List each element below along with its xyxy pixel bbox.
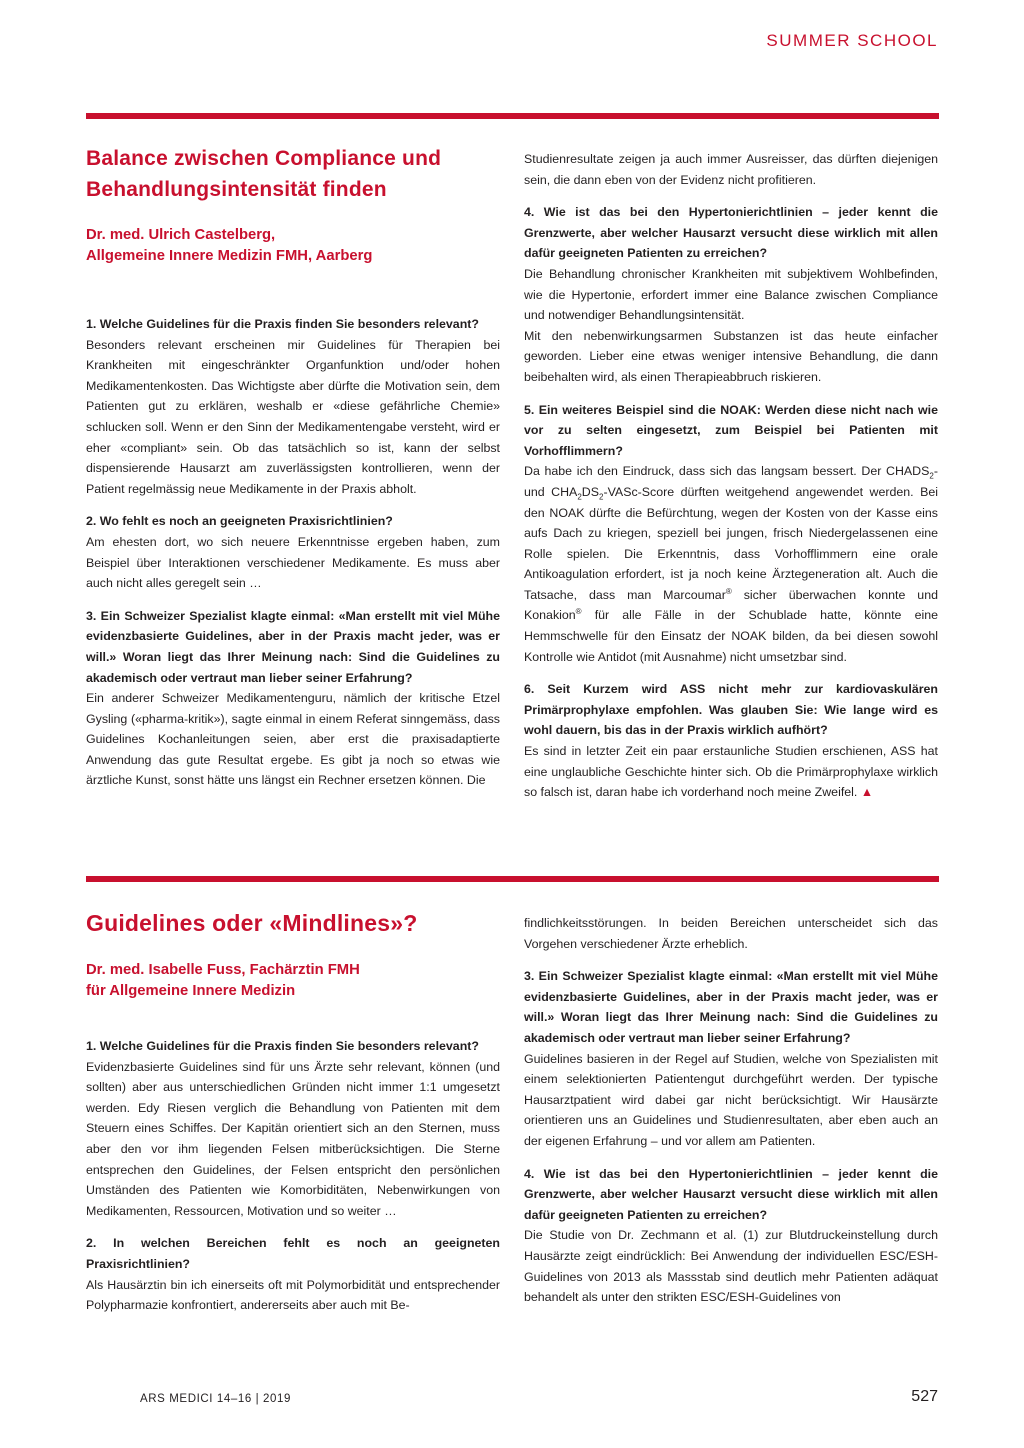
article-1-title-line-1: Balance zwischen Compliance und — [86, 147, 442, 170]
article-2-top-rule — [86, 876, 939, 882]
question-4: 4. Wie ist das bei den Hypertonierichtlinien – jeder kennt die Grenzwerte, aber welcher Hausarzt versucht diese wirklich mit allen dafür geeigneten Patienten zu erreichen? — [524, 205, 938, 261]
answer-5: Da habe ich den Eindruck, dass sich das langsam bessert. Der $CHADS_2-$ und $CHA_2DS_2-VASc$-Score dürften weitgehend angewendet werden. Bei den NOAK dürfte die Befürchtung, wegen der Kosten von der Kasse eins aufs Dach zu kriegen, speziell bei jungen, frisch Niedergelassenen eine Rolle spielen. Die Erkenntnis, dass Vorhofflimmern eine orale Antikoagulation erfordert, ist ja noch keine Ärztegeneration alt. Auch die Tatsache, dass man Marcoumar® sicher überwachen konnte und Konakion® für alle Fälle in der Schublade hatte, könnte eine Hemmschwelle für den Einsatz der NOAK bilden, da bei diesen sowohl Kontrolle wie Antidot (mit Ausnahme) nicht umsetzbar sind. — [524, 464, 939, 664]
answer-4-paragraph-2: Mit den nebenwirkungsarmen Substanzen ist das heute einfacher geworden. Lieber eine etwas weniger intensive Behandlung, die dann beibehalten wird, als einen Therapieabbruch riskieren. — [524, 328, 938, 384]
answer-6: Es sind in letzter Zeit ein paar erstaunliche Studien erschienen, ASS hat eine unglaubliche Geschichte hinter sich. Ob die Primärprophylaxe wirklich so falsch ist, daran habe ich vorderhand noch meine Zweifel. ▲ — [524, 744, 938, 800]
answer-2: Am ehesten dort, wo sich neuere Erkenntnisse ergeben haben, zum Beispiel über Interaktionen verschiedener Medikamente. Es muss aber auch nicht alles geregelt sein … — [86, 534, 500, 591]
question-1: 1. Welche Guidelines für die Praxis finden Sie besonders relevant? — [86, 317, 479, 331]
article-1-left-column — [86, 314, 500, 791]
article-1-author — [86, 225, 506, 267]
footer-journal: ARS MEDICI 14–16 | 2019 — [140, 1393, 292, 1405]
question-2: 2. In welchen Bereichen fehlt es noch an geeigneten Praxisrichtlinien? — [86, 1236, 500, 1271]
article-1-title-line-2: Behandlungsintensität finden — [86, 178, 387, 201]
question-6: 6. Seit Kurzem wird ASS nicht mehr zur kardiovaskulären Primärprophylaxe empfohlen. Was glauben Sie: Wie lange wird es wohl dauern, bis das in der Praxis wirklich aufhört? — [524, 682, 938, 738]
article-1-right-column — [524, 149, 938, 803]
answer-2-continued: findlichkeitsstörungen. In beiden Bereichen unterscheidet sich das Vorgehen verschiedener Ärzte erheblich. — [524, 916, 938, 951]
answer-3: Guidelines basieren in der Regel auf Studien, welche von Spezialisten mit einem selektionierten Patientengut durchgeführt werden. Der typische Hausarztpatient wird dabei gar nicht berücksichtigt. Wir Hausärzte orientieren uns an Guidelines und Studienresultaten, aber eben auch an der eigenen Erfahrung – und vor allem am Patienten. — [524, 1051, 938, 1148]
article-2-author — [86, 960, 506, 1002]
question-2: 2. Wo fehlt es noch an geeigneten Praxisrichtlinien? — [86, 514, 393, 529]
page-number: 527 — [911, 1388, 938, 1405]
answer-3-continued: Studienresultate zeigen ja auch immer Ausreisser, das dürften diejenigen sein, die dann eben von der Evidenz nicht profitieren. — [524, 152, 938, 187]
article-1-author-line-2: Allgemeine Innere Medizin FMH, Aarberg — [86, 248, 373, 264]
section-label: SUMMER SCHOOL — [766, 31, 938, 50]
question-5: 5. Ein weiteres Beispiel sind die NOAK: Werden diese nicht nach wie vor zu selten eingesetzt, zum Beispiel bei Patienten mit Vorhofflimmern? — [524, 402, 938, 458]
answer-4: Die Studie von Dr. Zechmann et al. (1) zur Blutdruckeinstellung durch Hausärzte zeigt eindrücklich: Bei Anwendung der individuellen ESC/ESH-Guidelines von 2013 als Massstab sind deutlich mehr Patienten adäquat behandelt als unter den strikten ESC/ESH-Guidelines von — [524, 1228, 938, 1305]
article-2-right-column — [524, 913, 938, 1308]
answer-3: Ein anderer Schweizer Medikamentenguru, nämlich der kritische Etzel Gysling («pharma-kritik»), sagte einmal in einem Referat sinngemäss, dass Guidelines Kochanleitungen seien, aber erst die praxisadaptierte Anwendung das gute Resultat ergebe. Es gibt ja noch so etwas wie ärztliche Kunst, sonst hätte uns längst ein Rechner ersetzen können. Die — [86, 691, 500, 788]
question-3: 3. Ein Schweizer Spezialist klagte einmal: «Man erstellt mit viel Mühe evidenzbasierte Guidelines, aber in der Praxis macht jeder, was er will.» Woran liegt das Ihrer Meinung nach: Sind die Guidelines zu akademisch oder vertraut man lieber seiner Erfahrung? — [524, 969, 938, 1045]
question-4: 4. Wie ist das bei den Hypertonierichtlinien – jeder kennt die Grenzwerte, aber welcher Hausarzt versucht diese wirklich mit allen dafür geeigneten Patienten zu erreichen? — [524, 1166, 938, 1222]
question-3: 3. Ein Schweizer Spezialist klagte einmal: «Man erstellt mit viel Mühe evidenzbasierte Guidelines, aber in der Praxis macht jeder, was er will.» Woran liegt das Ihrer Meinung nach: Sind die Guidelines zu akademisch oder vertraut man lieber seiner Erfahrung? — [86, 608, 500, 685]
answer-1: Evidenzbasierte Guidelines sind für uns Ärzte sehr relevant, können (und sollten) aber aus unterschiedlichen Gründen nicht immer 1:1 umgesetzt werden. Edy Riesen verglich die Behandlung von Patienten mit dem Steuern eines Schiffes. Der Kapitän orientiert sich an den Sternen, muss aber den vor ihm liegenden Felsen mitberücksichtigen. Die Sterne entsprechen den Guidelines, der Felsen entspricht den persönlichen Umständen des Patienten wie Komorbiditäten, Nebenwirkungen von Medikamenten, Ressourcen, Motivation und so weiter … — [86, 1059, 500, 1218]
article-2-left-column — [86, 1036, 500, 1316]
article-1-author-line-1: Dr. med. Ulrich Castelberg, — [86, 227, 276, 243]
article-2-author-line-2: für Allgemeine Innere Medizin — [86, 983, 296, 999]
answer-1: Besonders relevant erscheinen mir Guidelines für Therapien bei Krankheiten mit eingeschränkter Organfunktion und/oder hohen Medikamentenkosten. Das Wichtigste aber dürfte die Motivation sein, dem Patienten gut zu erklären, weshalb er «diese gefährliche Chemie» schlucken soll. Wenn er den Sinn der Medikamentengabe versteht, wird er eher «compliant» sein. Ob das tatsächlich so ist, kann der selbst dispensierende Hausarzt am zuverlässigsten kontrollieren, wenn der Patient regelmässig neue Medikamente in der Praxis abholt. — [86, 337, 500, 496]
end-of-article-triangle-icon: ▲ — [860, 785, 874, 800]
question-1: 1. Welche Guidelines für die Praxis finden Sie besonders relevant? — [86, 1039, 479, 1053]
article-1-title — [86, 143, 506, 205]
answer-4-paragraph-1: Die Behandlung chronischer Krankheiten mit subjektivem Wohlbefinden, wie die Hypertonie, erfordert immer eine Balance zwischen Compliance und notwendiger Behandlungsintensität. — [524, 266, 938, 323]
article-2-title: Guidelines oder «Mindlines»? — [86, 910, 418, 936]
article-1-top-rule — [86, 113, 939, 119]
article-2-author-line-1: Dr. med. Isabelle Fuss, Fachärztin FMH — [86, 962, 360, 978]
answer-2: Als Hausärztin bin ich einerseits oft mit Polymorbidität und entsprechender Polypharmazie konfrontiert, andererseits aber auch mit Be- — [86, 1277, 500, 1313]
